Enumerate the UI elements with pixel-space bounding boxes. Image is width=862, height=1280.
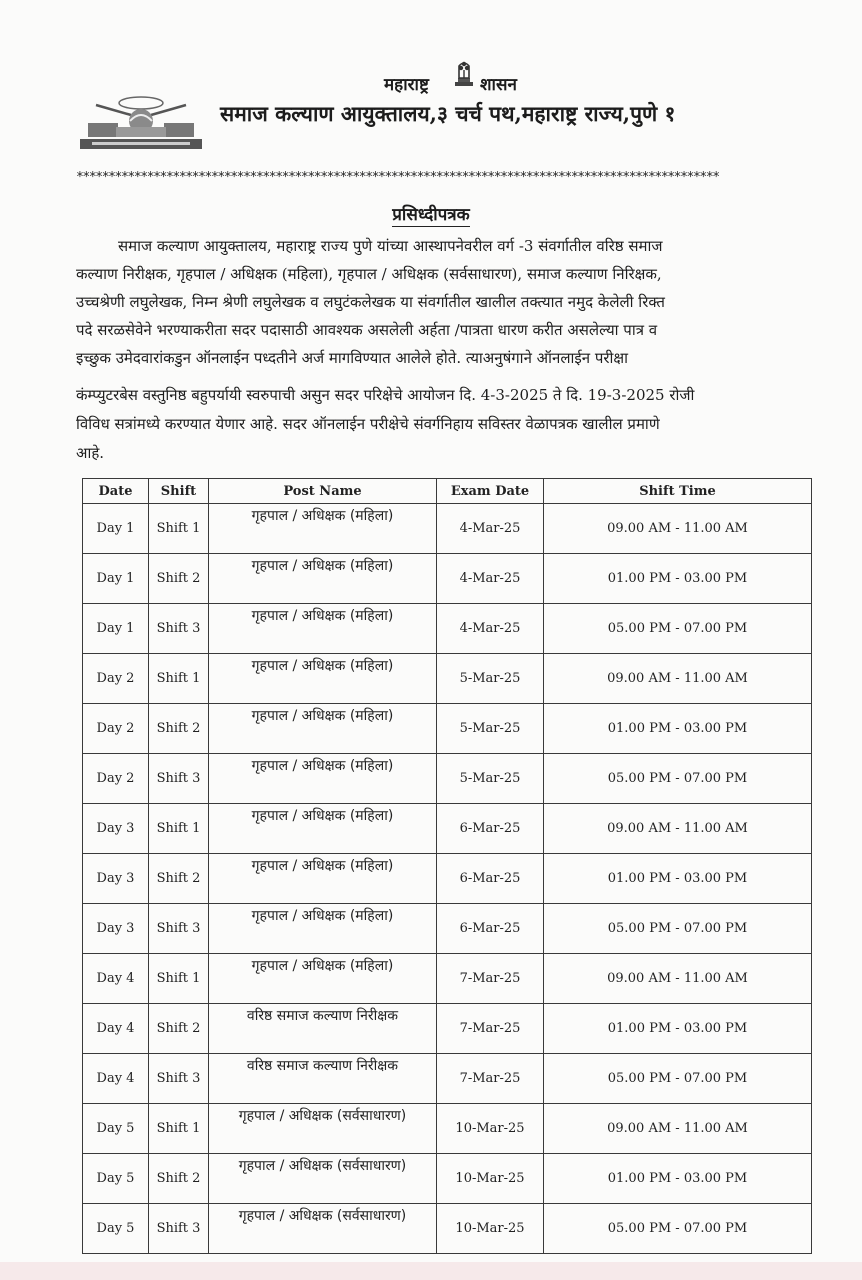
bottom-margin-strip xyxy=(0,1262,862,1280)
cell-shift: Shift 3 xyxy=(149,904,209,954)
cell-date: Day 4 xyxy=(83,954,149,1004)
paragraph-line: पदे सरळसेवेने भरण्याकरीता सदर पदासाठी आवश्यक असलेली अर्हता /पात्रता धारण करीत असलेल्या पात्र व xyxy=(76,321,658,339)
paragraph-line: कंम्प्युटरबेस वस्तुनिष्ठ बहुपर्यायी स्वरुपाची असुन सदर परिक्षेचे आयोजन दि. 4-3-2025 ते दि. 19-3-2025 रोजी xyxy=(76,386,695,404)
cell-shift: Shift 3 xyxy=(149,604,209,654)
header-post-name: Post Name xyxy=(209,479,437,504)
cell-shift-time: 09.00 AM - 11.00 AM xyxy=(544,504,812,554)
paragraph-line: विविध सत्रांमध्ये करण्यात येणार आहे. सदर ऑनलाईन परीक्षेचे संवर्गनिहाय सविस्तर वेळापत्रक खालील प्रमाणे xyxy=(76,415,660,433)
cell-date: Day 1 xyxy=(83,554,149,604)
cell-shift: Shift 1 xyxy=(149,1104,209,1154)
table-row xyxy=(83,1154,812,1204)
table-row xyxy=(83,504,812,554)
cell-exam-date: 7-Mar-25 xyxy=(437,1004,544,1054)
cell-shift-time: 01.00 PM - 03.00 PM xyxy=(544,1004,812,1054)
cell-post-name: गृहपाल / अधिक्षक (सर्वसाधारण) xyxy=(209,1204,437,1254)
cell-date: Day 1 xyxy=(83,504,149,554)
cell-shift-time: 09.00 AM - 11.00 AM xyxy=(544,804,812,854)
cell-shift-time: 09.00 AM - 11.00 AM xyxy=(544,954,812,1004)
cell-shift: Shift 2 xyxy=(149,1004,209,1054)
cell-shift-time: 01.00 PM - 03.00 PM xyxy=(544,854,812,904)
cell-shift: Shift 2 xyxy=(149,704,209,754)
cell-shift-time: 01.00 PM - 03.00 PM xyxy=(544,1154,812,1204)
cell-exam-date: 5-Mar-25 xyxy=(437,704,544,754)
cell-post-name: वरिष्ठ समाज कल्याण निरीक्षक xyxy=(209,1054,437,1104)
cell-exam-date: 10-Mar-25 xyxy=(437,1154,544,1204)
header-shift: Shift xyxy=(149,479,209,504)
cell-shift-time: 01.00 PM - 03.00 PM xyxy=(544,554,812,604)
cell-exam-date: 5-Mar-25 xyxy=(437,654,544,704)
cell-post-name: गृहपाल / अधिक्षक (महिला) xyxy=(209,704,437,754)
cell-date: Day 4 xyxy=(83,1004,149,1054)
cell-date: Day 3 xyxy=(83,804,149,854)
cell-exam-date: 5-Mar-25 xyxy=(437,754,544,804)
cell-post-name: गृहपाल / अधिक्षक (महिला) xyxy=(209,904,437,954)
cell-date: Day 3 xyxy=(83,904,149,954)
cell-exam-date: 6-Mar-25 xyxy=(437,854,544,904)
cell-shift: Shift 3 xyxy=(149,1054,209,1104)
cell-post-name: गृहपाल / अधिक्षक (महिला) xyxy=(209,954,437,1004)
cell-shift: Shift 3 xyxy=(149,754,209,804)
paragraph-line: उच्चश्रेणी लघुलेखक, निम्न श्रेणी लघुलेखक व लघुटंकलेखक या संवर्गातील खालील तक्त्यात नमुद केलेली रिक्त xyxy=(76,293,665,311)
table-row xyxy=(83,1004,812,1054)
cell-exam-date: 7-Mar-25 xyxy=(437,1054,544,1104)
cell-exam-date: 7-Mar-25 xyxy=(437,954,544,1004)
cell-post-name: गृहपाल / अधिक्षक (महिला) xyxy=(209,604,437,654)
header-date: Date xyxy=(83,479,149,504)
table-row xyxy=(83,1104,812,1154)
cell-shift: Shift 2 xyxy=(149,1154,209,1204)
cell-shift-time: 09.00 AM - 11.00 AM xyxy=(544,654,812,704)
paragraph-line: कल्याण निरीक्षक, गृहपाल / अधिक्षक (महिला), गृहपाल / अधिक्षक (सर्वसाधारण), समाज कल्याण निरिक्षक, xyxy=(76,265,662,283)
cell-date: Day 4 xyxy=(83,1054,149,1104)
cell-post-name: गृहपाल / अधिक्षक (महिला) xyxy=(209,804,437,854)
gov-word-shasan: शासन xyxy=(480,75,517,95)
cell-post-name: गृहपाल / अधिक्षक (महिला) xyxy=(209,504,437,554)
cell-shift-time: 01.00 PM - 03.00 PM xyxy=(544,704,812,754)
cell-shift: Shift 1 xyxy=(149,654,209,704)
cell-exam-date: 6-Mar-25 xyxy=(437,804,544,854)
cell-shift-time: 05.00 PM - 07.00 PM xyxy=(544,604,812,654)
table-row xyxy=(83,1054,812,1104)
cell-date: Day 5 xyxy=(83,1104,149,1154)
cell-exam-date: 4-Mar-25 xyxy=(437,504,544,554)
paragraph-line: आहे. xyxy=(76,444,105,462)
office-address-title: समाज कल्याण आयुक्तालय,३ चर्च पथ,महाराष्ट्र राज्य,पुणे १ xyxy=(220,101,676,126)
state-emblem-icon xyxy=(451,58,477,88)
table-row xyxy=(83,804,812,854)
header-exam-date: Exam Date xyxy=(437,479,544,504)
gov-word-maharashtra: महाराष्ट्र xyxy=(384,75,429,95)
cell-shift: Shift 3 xyxy=(149,1204,209,1254)
cell-exam-date: 4-Mar-25 xyxy=(437,554,544,604)
cell-date: Day 3 xyxy=(83,854,149,904)
cell-post-name: गृहपाल / अधिक्षक (सर्वसाधारण) xyxy=(209,1154,437,1204)
cell-date: Day 2 xyxy=(83,654,149,704)
cell-shift: Shift 1 xyxy=(149,504,209,554)
cell-shift-time: 05.00 PM - 07.00 PM xyxy=(544,1054,812,1104)
cell-date: Day 5 xyxy=(83,1204,149,1254)
cell-shift: Shift 2 xyxy=(149,554,209,604)
cell-shift: Shift 1 xyxy=(149,804,209,854)
table-row xyxy=(83,554,812,604)
table-body xyxy=(83,504,812,1254)
cell-post-name: गृहपाल / अधिक्षक (महिला) xyxy=(209,654,437,704)
cell-date: Day 2 xyxy=(83,754,149,804)
cell-post-name: वरिष्ठ समाज कल्याण निरीक्षक xyxy=(209,1004,437,1054)
cell-post-name: गृहपाल / अधिक्षक (महिला) xyxy=(209,854,437,904)
notice-heading: प्रसिध्दीपत्रक xyxy=(392,205,470,225)
cell-shift-time: 05.00 PM - 07.00 PM xyxy=(544,904,812,954)
paragraph-line: समाज कल्याण आयुक्तालय, महाराष्ट्र राज्य पुणे यांच्या आस्थापनेवरील वर्ग -3 संवर्गातील वरिष्ठ समाज xyxy=(118,237,663,255)
exam-schedule-table xyxy=(82,478,812,1254)
cell-exam-date: 4-Mar-25 xyxy=(437,604,544,654)
table-row xyxy=(83,654,812,704)
cell-shift-time: 05.00 PM - 07.00 PM xyxy=(544,1204,812,1254)
cell-post-name: गृहपाल / अधिक्षक (महिला) xyxy=(209,554,437,604)
cell-post-name: गृहपाल / अधिक्षक (महिला) xyxy=(209,754,437,804)
star-divider: **************************************************************************************************** xyxy=(76,170,719,185)
cell-exam-date: 6-Mar-25 xyxy=(437,904,544,954)
table-row xyxy=(83,904,812,954)
header-shift-time: Shift Time xyxy=(544,479,812,504)
table-row xyxy=(83,1204,812,1254)
cell-post-name: गृहपाल / अधिक्षक (सर्वसाधारण) xyxy=(209,1104,437,1154)
cell-shift-time: 05.00 PM - 07.00 PM xyxy=(544,754,812,804)
paragraph-line: इच्छुक उमेदवारांकडुन ऑनलाईन पध्दतीने अर्ज मागविण्यात आलेले होते. त्याअनुषंगाने ऑनलाईन परीक्षा xyxy=(76,349,629,367)
table-row xyxy=(83,604,812,654)
table-header-row xyxy=(83,479,812,504)
table-row xyxy=(83,754,812,804)
table-row xyxy=(83,704,812,754)
cell-shift: Shift 1 xyxy=(149,954,209,1004)
cell-exam-date: 10-Mar-25 xyxy=(437,1204,544,1254)
cell-exam-date: 10-Mar-25 xyxy=(437,1104,544,1154)
cell-date: Day 5 xyxy=(83,1154,149,1204)
cell-date: Day 1 xyxy=(83,604,149,654)
cell-shift-time: 09.00 AM - 11.00 AM xyxy=(544,1104,812,1154)
cell-date: Day 2 xyxy=(83,704,149,754)
cell-shift: Shift 2 xyxy=(149,854,209,904)
table-row xyxy=(83,954,812,1004)
department-logo-icon xyxy=(76,85,206,155)
table-row xyxy=(83,854,812,904)
